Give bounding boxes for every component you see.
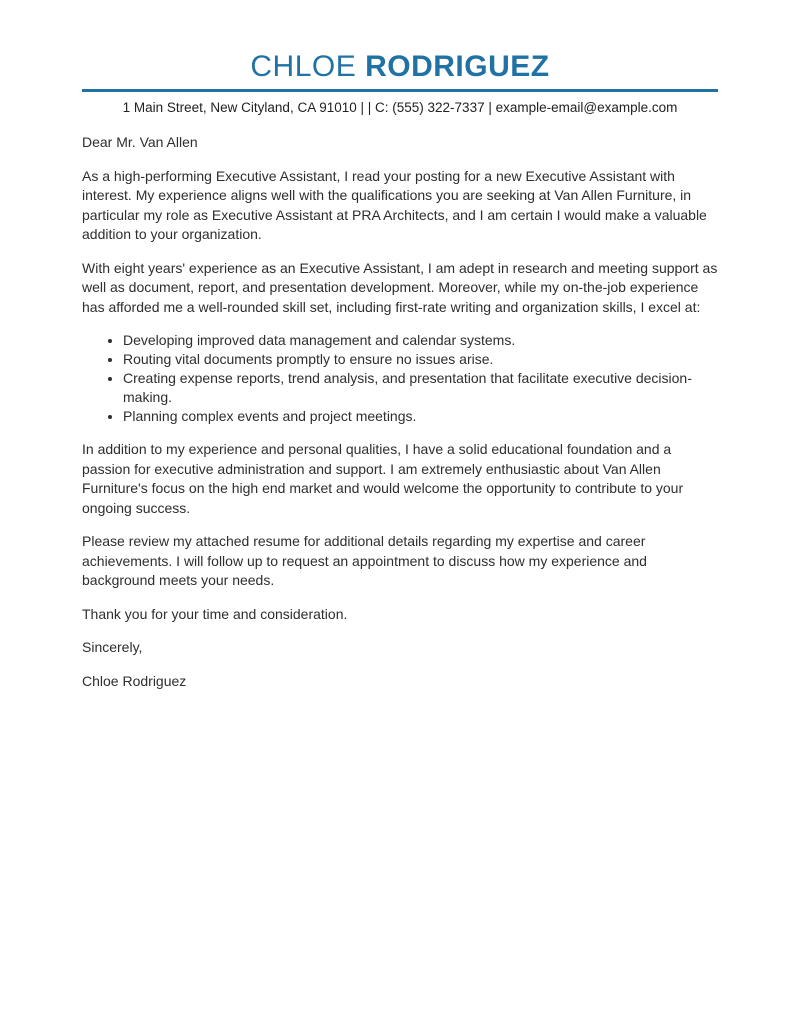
name-first: CHLOE	[250, 50, 357, 83]
list-item: • Developing improved data management and calendar systems.	[123, 331, 718, 350]
closing-line: Sincerely,	[82, 639, 143, 655]
page-title	[82, 50, 718, 84]
salutation: Dear Mr. Van Allen	[82, 134, 198, 150]
name-last: RODRIGUEZ	[365, 50, 550, 83]
skills-list	[82, 331, 718, 426]
signature-name: Chloe Rodriguez	[82, 672, 187, 689]
contact-line: 1 Main Street, New Cityland, CA 91010 | | C: (555) 322-7337 | example-email@example.com	[122, 100, 678, 115]
header-divider	[82, 89, 718, 92]
paragraph-resume: Please review my attached resume for additional details regarding my expertise and career achievements. I will follow up to request an appointment to discuss how my experience and background meets your needs.	[82, 533, 647, 588]
letter-body	[82, 133, 718, 691]
paragraph-intro: As a high-performing Executive Assistant, I read your posting for a new Executive Assistant with interest. My experience aligns well with the qualifications you are seeking at Van Allen Furniture, in particular my role as Executive Assistant at PRA Architects, and I am certain I would make a valuable addition to your organization.	[82, 167, 707, 242]
letterhead	[82, 50, 718, 116]
list-item: • Routing vital documents promptly to ensure no issues arise.	[123, 350, 718, 369]
paragraph-education: In addition to my experience and personal qualities, I have a solid educational foundation and a passion for executive administration and support. I am extremely enthusiastic about Van Allen Furniture's focus on the high end market and would welcome the opportunity to contribute to your ongoing success.	[82, 441, 684, 516]
list-item: • Creating expense reports, trend analysis, and presentation that facilitate executive decision-making.	[123, 369, 718, 407]
thanks-line: Thank you for your time and consideration.	[82, 605, 348, 622]
paragraph-experience: With eight years' experience as an Executive Assistant, I am adept in research and meeting support as well as document, report, and presentation development. Moreover, while my on-the-job experience has afforded me a well-rounded skill set, including first-rate writing and organization skills, I excel at:	[82, 259, 718, 315]
list-item: • Planning complex events and project meetings.	[123, 407, 718, 426]
